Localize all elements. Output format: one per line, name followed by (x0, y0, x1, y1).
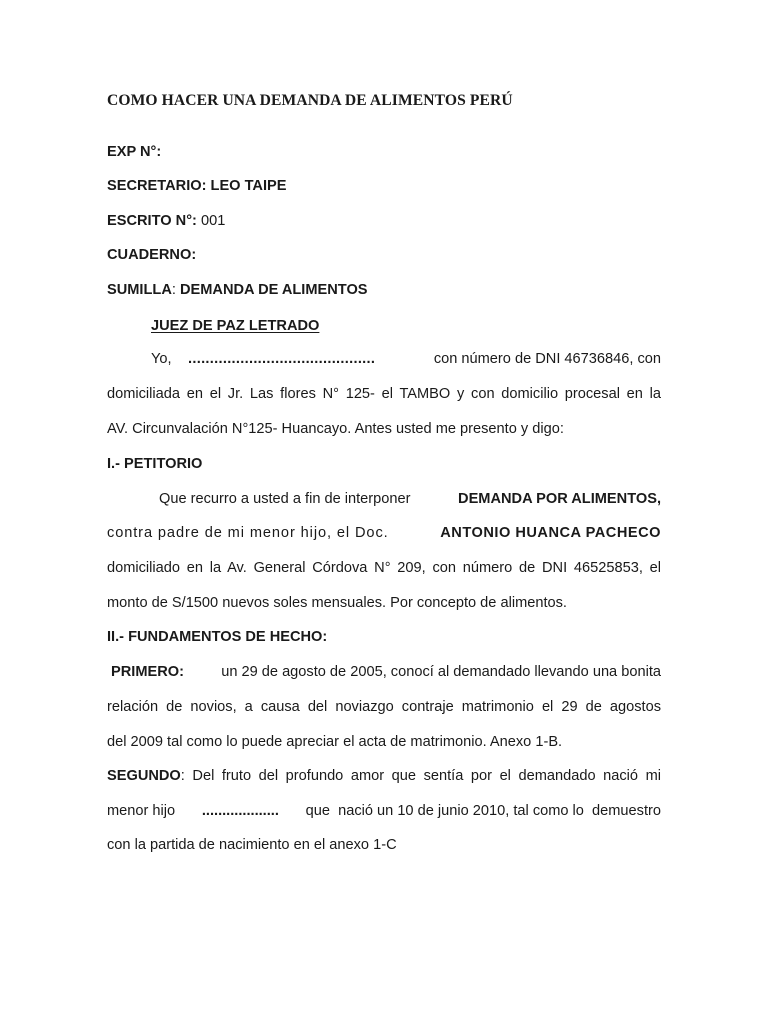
addressee-text: JUEZ DE PAZ LETRADO (151, 318, 320, 334)
segundo-line-1 (107, 767, 661, 785)
primero-line-1 (107, 663, 661, 681)
child-name-blank: ................... (201, 803, 279, 819)
primero-text: un 29 de agosto de 2005, conocí al demandado llevando una bonita (221, 664, 661, 680)
petitorio-l1-bold: DEMANDA POR ALIMENTOS, (458, 491, 661, 507)
segundo-line-3: con la partida de nacimiento en el anexo 1-C (107, 837, 397, 853)
name-blank: ........................................... (188, 351, 376, 367)
escrito-field (107, 212, 661, 230)
fundamentos-heading: II.- FUNDAMENTOS DE HECHO: (107, 629, 328, 645)
addressee (151, 317, 319, 335)
petitorio-line-4: monto de S/1500 nuevos soles mensuales. Por concepto de alimentos. (107, 595, 567, 611)
primero-line-3: del 2009 tal como lo puede apreciar el acta de matrimonio. Anexo 1-B. (107, 734, 563, 750)
segundo-label: SEGUNDO (107, 768, 181, 784)
petitorio-line-3: domiciliado en la Av. General Córdova N° 209, con número de DNI 46525853, el (107, 560, 661, 576)
exp-field: EXP N°: (107, 144, 162, 160)
defendant-name: ANTONIO HUANCA PACHECO (440, 525, 661, 541)
segundo-text: : Del fruto del profundo amor que sentía por el demandado nació mi (180, 768, 661, 784)
petitorio-line-1 (159, 490, 661, 508)
cuaderno-field: CUADERNO: (107, 247, 197, 263)
primero-label: PRIMERO: (111, 664, 184, 680)
primero-line-2: relación de novios, a causa del noviazgo contraje matrimonio el 29 de agostos (107, 699, 661, 715)
segundo-l2-post: que nació un 10 de junio 2010, tal como lo demuestro (305, 803, 661, 819)
sumilla-value: DEMANDA DE ALIMENTOS (179, 282, 368, 298)
intro-line-3: AV. Circunvalación N°125- Huancayo. Antes usted me presento y digo: (107, 421, 564, 437)
intro-line-2: domiciliada en el Jr. Las flores N° 125- el TAMBO y con domicilio procesal en la (107, 386, 661, 402)
petitorio-heading: I.- PETITORIO (107, 456, 203, 472)
sumilla-field: SUMILLA: DEMANDA DE ALIMENTOS (107, 282, 368, 298)
escrito-label: ESCRITO N°: (107, 213, 197, 229)
secretario-label: SECRETARIO: (107, 178, 207, 194)
secretario-field (107, 177, 661, 195)
sumilla-label: SUMILLA (107, 282, 172, 298)
intro-dni: con número de DNI 46736846, con (433, 351, 661, 367)
petitorio-l1-text: Que recurro a usted a fin de interponer (159, 491, 411, 507)
petitorio-l2-text: contra padre de mi menor hijo, el Doc. (107, 525, 389, 541)
segundo-l2-pre: menor hijo (107, 803, 176, 819)
intro-yo: Yo, (151, 351, 172, 367)
segundo-line-2 (107, 802, 661, 820)
petitorio-line-2 (107, 524, 661, 542)
escrito-value: 001 (200, 213, 226, 229)
secretario-value: LEO TAIPE (210, 178, 287, 194)
document-title: COMO HACER UNA DEMANDA DE ALIMENTOS PERÚ (107, 92, 513, 109)
